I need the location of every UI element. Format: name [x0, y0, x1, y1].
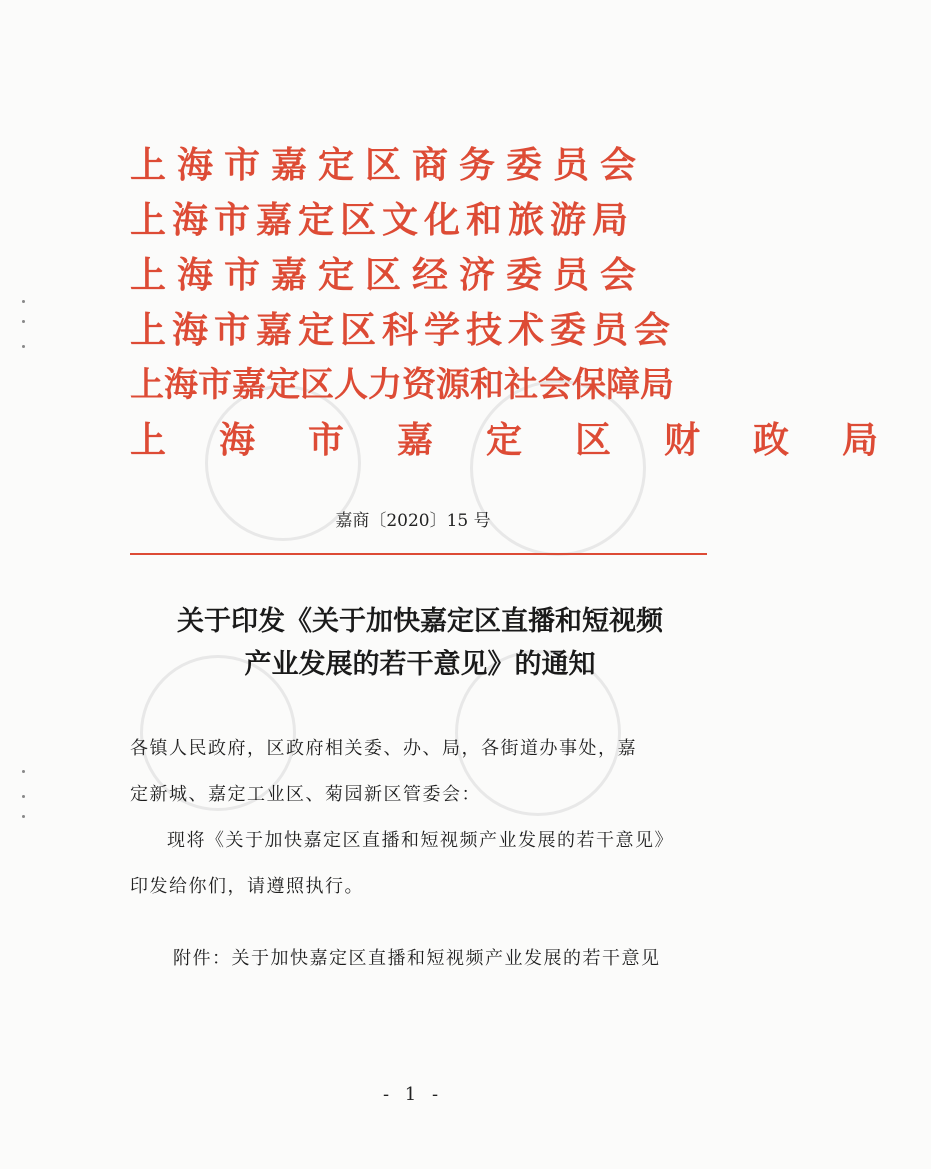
title-line-1: 关于印发《关于加快嘉定区直播和短视频: [177, 606, 663, 637]
page-number: - 1 -: [382, 1084, 444, 1105]
scan-mark: [22, 770, 25, 773]
attachment-note: 附件：关于加快嘉定区直播和短视频产业发展的若干意见: [173, 948, 661, 969]
scan-mark: [22, 815, 25, 818]
scan-mark: [22, 345, 25, 348]
body-paragraph: [130, 818, 708, 910]
scan-mark: [22, 320, 25, 323]
addressee-line-1: 各镇人民政府，区政府相关委、办、局，各街道办事处，嘉: [130, 738, 637, 759]
issuer-science-tech: 上海市嘉定区科学技术委员会: [130, 309, 677, 351]
scan-mark: [22, 795, 25, 798]
paragraph-line-1: 现将《关于加快嘉定区直播和短视频产业发展的若干意见》: [167, 830, 674, 851]
issuer-human-resources: 上海市嘉定区人力资源和社会保障局: [130, 365, 674, 405]
document-number: 嘉商〔2020〕15 号: [335, 511, 491, 531]
addressee: [130, 726, 708, 818]
issuer-economy: 上海市嘉定区经济委员会: [130, 254, 648, 296]
issuer-commerce: 上海市嘉定区商务委员会: [130, 144, 648, 186]
issuer-finance: 上海市嘉定区财政局: [130, 419, 931, 461]
title-line-2: 产业发展的若干意见》的通知: [244, 649, 596, 680]
issuer-culture-tourism: 上海市嘉定区文化和旅游局: [130, 199, 635, 241]
issuing-authorities: [130, 138, 931, 468]
scan-mark: [22, 300, 25, 303]
red-divider: [130, 553, 707, 555]
addressee-line-2: 定新城、嘉定工业区、菊园新区管委会：: [130, 784, 481, 805]
paragraph-line-2: 印发给你们，请遵照执行。: [130, 876, 364, 897]
document-title: [120, 600, 720, 686]
